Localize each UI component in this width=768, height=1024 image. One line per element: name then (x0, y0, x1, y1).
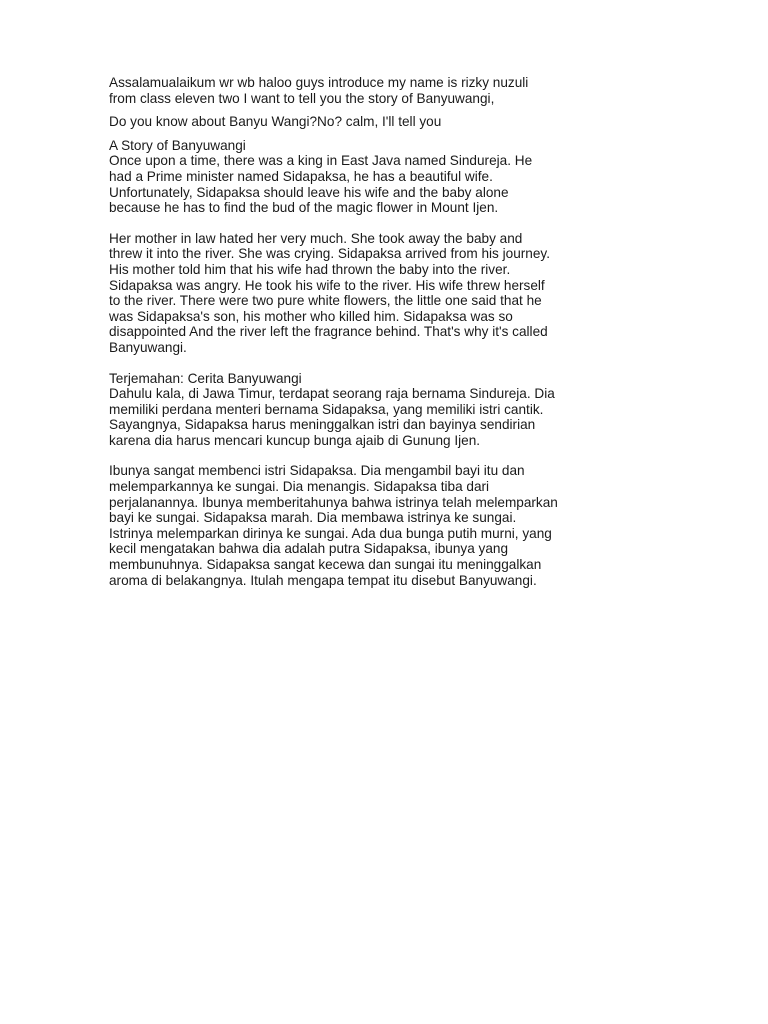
translation-paragraph-1: Dahulu kala, di Jawa Timur, terdapat seorang raja bernama Sindureja. Dia memiliki perdana menteri bernama Sidapaksa, yang memiliki istri cantik. Sayangnya, Sidapaksa harus meninggalkan istri dan bayinya sendirian karena dia harus mencari kuncup bunga ajaib di Gunung Ijen. (109, 386, 555, 448)
story-paragraph-2: Her mother in law hated her very much. She took away the baby and threw it into the river. She was crying. Sidapaksa arrived from his journey. His mother told him that his wife had thrown the baby into the river. Sidapaksa was angry. He took his wife to the river. His wife threw herself to the river. There were two pure white flowers, the little one said that he was Sidapaksa's son, his mother who killed him. Sidapaksa was so disappointed And the river left the fragrance behind. That's why it's called Banyuwangi. (109, 230, 550, 355)
story-paragraph-1: Once upon a time, there was a king in East Java named Sindureja. He had a Prime minister named Sidapaksa, he has a beautiful wife. Unfortunately, Sidapaksa should leave his wife and the baby alone because he has to find the bud of the magic flower in Mount Ijen. (109, 153, 533, 216)
translation-title: Terjemahan: Cerita Banyuwangi (109, 370, 302, 386)
translation-paragraph-2: Ibunya sangat membenci istri Sidapaksa. Dia mengambil bayi itu dan melemparkannya ke sungai. Dia menangis. Sidapaksa tiba dari perjalanannya. Ibunya memberitahunya bahwa istrinya telah melemparkan bayi ke sungai. Sidapaksa marah. Dia membawa istrinya ke sungai. Istrinya melemparkan dirinya ke sungai. Ada dua bunga putih murni, yang kecil mengatakan bahwa dia adalah putra Sidapaksa, ibunya yang membunuhnya. Sidapaksa sangat kecewa dan sungai itu meninggalkan aroma di belakangnya. Itulah mengapa tempat itu disebut Banyuwangi. (109, 463, 558, 588)
question-paragraph: Do you know about Banyu Wangi?No? calm, I'll tell you (109, 114, 442, 130)
document-page (109, 75, 669, 588)
intro-paragraph: Assalamualaikum wr wb haloo guys introduce my name is rizky nuzuli from class eleven two I want to tell you the story of Banyuwangi, (109, 75, 529, 106)
story-title: A Story of Banyuwangi (109, 137, 246, 153)
